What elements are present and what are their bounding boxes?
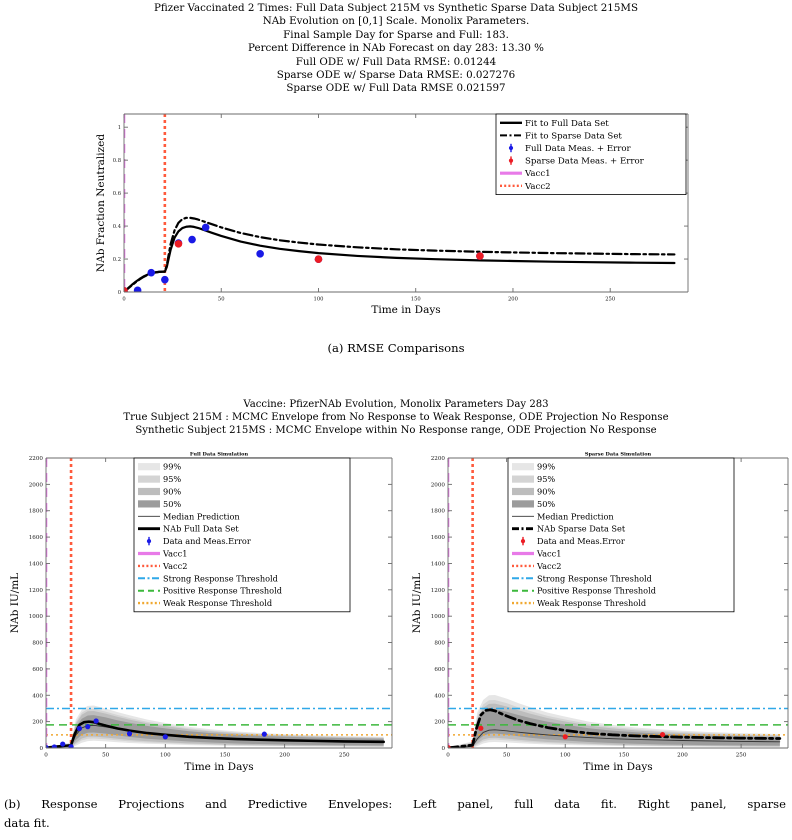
x-tick-label: 200 bbox=[279, 752, 290, 759]
caption-b-line-1: (b) Response Projections and Predictive Envelopes: Left panel, full data fit. Right panel, sparse bbox=[4, 797, 786, 811]
y-tick-label: 1200 bbox=[28, 587, 43, 594]
legend-label: Vacc2 bbox=[537, 560, 562, 571]
legend-label: Data and Meas.Error bbox=[537, 536, 625, 547]
y-tick-label: 2200 bbox=[28, 456, 43, 462]
y-tick-label: 200 bbox=[434, 719, 445, 726]
x-tick-label: 250 bbox=[338, 752, 350, 759]
legend-swatch bbox=[512, 463, 534, 470]
top-title-line-7: Sparse ODE w/ Full Data RMSE 0.021597 bbox=[286, 82, 506, 95]
legend-label: 99% bbox=[537, 461, 556, 472]
full_data_simulation-title: Full Data Simulation bbox=[189, 451, 249, 458]
caption-a: (a) RMSE Comparisons bbox=[327, 341, 465, 355]
legend-label: Full Data Meas. + Error bbox=[525, 144, 631, 154]
x-tick-label: 150 bbox=[410, 296, 421, 303]
x-tick-label: 0 bbox=[44, 752, 48, 759]
legend-label: Sparse Data Meas. + Error bbox=[525, 156, 644, 167]
data-point bbox=[315, 255, 323, 263]
x-tick-label: 50 bbox=[217, 296, 225, 303]
legend-label: Vacc2 bbox=[525, 181, 551, 192]
legend-swatch bbox=[138, 500, 160, 507]
legend-label: Vacc2 bbox=[163, 560, 188, 571]
y-tick-label: 600 bbox=[32, 666, 43, 673]
caption-b bbox=[0, 795, 792, 833]
x-tick-label: 200 bbox=[508, 296, 518, 303]
sparse_data_simulation-ylabel: NAb IU/mL bbox=[411, 572, 423, 634]
data-point bbox=[68, 744, 73, 749]
top-title-line-5: Full ODE w/ Full Data RMSE: 0.01244 bbox=[295, 55, 497, 68]
y-tick-label: 400 bbox=[434, 693, 445, 700]
legend-label: Fit to Full Data Set bbox=[525, 118, 609, 129]
x-tick-label: 150 bbox=[219, 752, 231, 759]
top-title-line-3: Final Sample Day for Sparse and Full: 183. bbox=[283, 28, 509, 41]
legend-label: Weak Response Threshold bbox=[163, 598, 273, 609]
x-tick-label: 100 bbox=[559, 752, 571, 759]
y-tick-label: 1400 bbox=[430, 561, 445, 568]
data-point bbox=[161, 276, 169, 284]
rmse_comparison-xlabel: Time in Days bbox=[371, 304, 441, 316]
legend-label: 95% bbox=[537, 474, 556, 485]
legend-label: Strong Response Threshold bbox=[163, 573, 278, 584]
data-point bbox=[563, 734, 568, 739]
legend-label: 95% bbox=[163, 474, 182, 485]
data-point bbox=[127, 731, 132, 736]
y-tick-label: 1800 bbox=[28, 508, 43, 515]
data-point bbox=[660, 732, 665, 737]
y-tick-label: 400 bbox=[32, 693, 43, 700]
rmse_comparison-scatter-ec1c24 bbox=[117, 240, 484, 296]
caption-b-line-2: data fit. bbox=[4, 815, 50, 830]
sparse_data_simulation-title: Sparse Data Simulation bbox=[584, 451, 652, 458]
y-tick-label: 1000 bbox=[430, 614, 445, 621]
legend-swatch bbox=[512, 488, 534, 495]
legend-label: 90% bbox=[163, 486, 182, 497]
chart-sparse-data-simulation bbox=[408, 448, 792, 788]
legend-label: 50% bbox=[163, 498, 182, 509]
legend-label: Positive Response Threshold bbox=[163, 585, 282, 596]
data-point bbox=[476, 252, 484, 260]
legend-swatch bbox=[138, 463, 160, 470]
x-tick-label: 0 bbox=[122, 296, 126, 303]
y-tick-label: 1600 bbox=[430, 535, 445, 542]
legend-swatch bbox=[138, 476, 160, 483]
legend-marker bbox=[509, 159, 513, 163]
y-tick-label: 800 bbox=[32, 640, 43, 647]
y-tick-label: 0 bbox=[441, 746, 445, 752]
data-point bbox=[202, 224, 210, 232]
mid-title-line-3: Synthetic Subject 215MS : MCMC Envelope within No Response range, ODE Projection No Response bbox=[135, 425, 657, 437]
legend-label: Vacc1 bbox=[163, 548, 188, 559]
data-point bbox=[175, 240, 183, 248]
x-tick-label: 50 bbox=[503, 752, 511, 759]
chart-full-data-simulation bbox=[6, 448, 396, 788]
x-tick-label: 0 bbox=[446, 752, 450, 759]
x-tick-label: 250 bbox=[605, 296, 616, 303]
chart-rmse-comparison bbox=[92, 108, 692, 323]
data-point bbox=[60, 741, 65, 746]
legend-label: 99% bbox=[163, 461, 182, 472]
y-tick-label: 0 bbox=[39, 746, 43, 752]
y-tick-label: 800 bbox=[434, 640, 445, 647]
mid-title-block bbox=[0, 398, 792, 437]
rmse_comparison-series-fit-to-full-data-set bbox=[124, 226, 674, 291]
mid-title-line-2: True Subject 215M : MCMC Envelope from No Response to Weak Response, ODE Projection No Response bbox=[123, 412, 669, 424]
legend-label: Weak Response Threshold bbox=[537, 598, 647, 609]
legend-label: Strong Response Threshold bbox=[537, 573, 652, 584]
data-point bbox=[134, 287, 142, 295]
full_data_simulation-ylabel: NAb IU/mL bbox=[9, 572, 21, 634]
y-tick-label: 1 bbox=[117, 125, 121, 132]
top-title-line-6: Sparse ODE w/ Sparse Data RMSE: 0.027276 bbox=[276, 68, 516, 81]
y-tick-label: 1600 bbox=[28, 535, 43, 542]
y-tick-label: 200 bbox=[32, 719, 43, 726]
x-tick-label: 100 bbox=[159, 752, 171, 759]
legend-label: 90% bbox=[537, 486, 556, 497]
top-title-block bbox=[0, 2, 792, 96]
y-tick-label: 0.8 bbox=[112, 158, 121, 165]
legend-label: Data and Meas.Error bbox=[163, 536, 251, 547]
top-title-line-4: Percent Difference in NAb Forecast on day 283: 13.30 % bbox=[248, 42, 544, 55]
data-point bbox=[256, 250, 264, 258]
x-tick-label: 200 bbox=[677, 752, 688, 759]
y-tick-label: 0.2 bbox=[112, 257, 121, 264]
legend-label: Median Prediction bbox=[163, 511, 240, 522]
mid-title-line-1: Vaccine: PfizerNAb Evolution, Monolix Parameters Day 283 bbox=[243, 399, 549, 410]
legend-marker bbox=[147, 539, 151, 543]
data-point bbox=[147, 269, 155, 277]
data-point bbox=[77, 726, 82, 731]
y-tick-label: 0.4 bbox=[112, 224, 121, 231]
legend-label: Vacc1 bbox=[525, 169, 551, 180]
data-point bbox=[188, 236, 196, 244]
top-title-line-2: NAb Evolution on [0,1] Scale. Monolix Parameters. bbox=[262, 15, 530, 28]
x-tick-label: 150 bbox=[618, 752, 630, 759]
x-tick-label: 50 bbox=[102, 752, 110, 759]
x-tick-label: 100 bbox=[313, 296, 324, 303]
top-title-line-1: Pfizer Vaccinated 2 Times: Full Data Subject 215M vs Synthetic Sparse Data Subject 215MS bbox=[154, 2, 638, 14]
data-point bbox=[85, 724, 90, 729]
data-point bbox=[478, 726, 483, 731]
rmse_comparison-ylabel: NAb Fraction Neutralized bbox=[95, 133, 107, 273]
data-point bbox=[52, 744, 57, 749]
data-point bbox=[262, 732, 267, 737]
legend-label: Fit to Sparse Data Set bbox=[525, 131, 622, 142]
y-tick-label: 2000 bbox=[430, 482, 445, 489]
data-point bbox=[163, 734, 168, 739]
y-tick-label: 1000 bbox=[28, 614, 43, 621]
legend-label: Median Prediction bbox=[537, 511, 614, 522]
legend-label: NAb Full Data Set bbox=[163, 523, 239, 534]
full_data_simulation-xlabel: Time in Days bbox=[184, 761, 254, 773]
legend-swatch bbox=[138, 488, 160, 495]
legend-label: 50% bbox=[537, 498, 556, 509]
x-tick-label: 250 bbox=[735, 752, 747, 759]
y-tick-label: 2200 bbox=[430, 456, 445, 462]
legend-swatch bbox=[512, 500, 534, 507]
y-tick-label: 600 bbox=[434, 666, 445, 673]
sparse_data_simulation-xlabel: Time in Days bbox=[583, 761, 653, 773]
y-tick-label: 0.6 bbox=[112, 191, 121, 198]
legend-marker bbox=[509, 146, 513, 150]
legend-swatch bbox=[512, 476, 534, 483]
y-tick-label: 1400 bbox=[28, 561, 43, 568]
legend-label: Vacc1 bbox=[537, 548, 562, 559]
y-tick-label: 1200 bbox=[430, 587, 445, 594]
y-tick-label: 0 bbox=[117, 290, 121, 296]
y-tick-label: 1800 bbox=[430, 508, 445, 515]
data-point bbox=[94, 718, 99, 723]
legend-label: NAb Sparse Data Set bbox=[537, 523, 626, 534]
legend-marker bbox=[521, 539, 525, 543]
y-tick-label: 2000 bbox=[28, 482, 43, 489]
legend-label: Positive Response Threshold bbox=[537, 585, 656, 596]
